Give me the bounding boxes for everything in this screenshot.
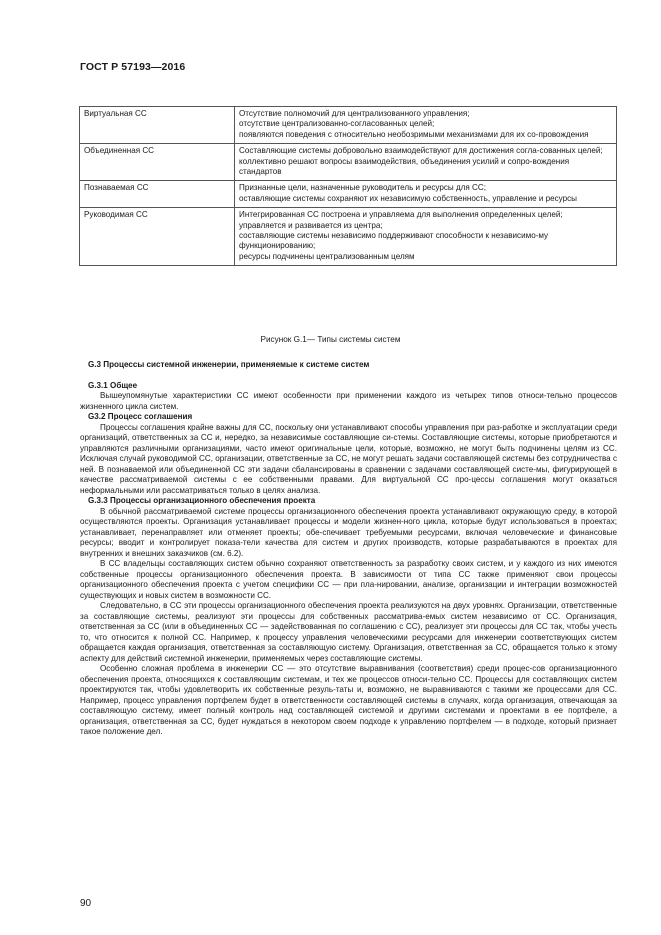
sos-type-description: Интегрированная СС построена и управляема для выполнения определенных целей; управляется и развивается из центра; составляющие системы независимо поддерживают способности к независимо-му функционированию; ресурсы подчинены централизованным целям (235, 208, 617, 266)
sos-type-name: Руководимая СС (80, 208, 235, 266)
subsection-title: G.3.3 Процессы организационного обеспечения проекта (88, 496, 316, 505)
subsection-title: G3.2 Процесс соглашения (88, 412, 193, 421)
paragraph: Следовательно, в СС эти процессы организационного обеспечения проекта реализуются на двух уровнях. Организации, ответственные за составляющие системы, реализуют эти процессы для собственных рассматрива-емых систем независимо от СС. Организация, ответственная за СС (или в объединенных СС — задействованная по соглашению с СС), реализует эти процессы для СС так, чтобы учесть то, что относится к полной СС. Например, к процессу управления человеческими ресурсами для инженерии соответствующих систем обращается каждая организация, ответственная за составляющую систему. Организация, ответственная за СС, обращается только к этому аспекту для действий системной инженерии, применяемых через составляющие системы. (80, 601, 617, 663)
paragraph: В обычной рассматриваемой системе процессы организационного обеспечения проекта устанавливают окружающую среду, в которой осуществляются проекты. Организация устанавливает процессы и модели жизнен-ного цикла, которые будут использоваться в проектах; устанавливает, перенаправляет или отменяет проекты; обе-спечивает требуемыми ресурсами, включая человеческие и финансовые ресурсы; вводит и контролирует показа-тели качества для систем и других производств, которые разрабатываются в проектах для внутренних и внешних заказчиков (см. 6.2). (80, 506, 617, 558)
sos-types-table (79, 106, 617, 266)
sos-type-description: Признанные цели, назначенные руководитель и ресурсы для СС; оставляющие системы сохраняют их независимую собственность, управление и ресурсы (235, 181, 617, 208)
table-body (80, 107, 617, 266)
subsection-title: G.3.1 Общее (88, 380, 138, 390)
sos-type-description: Составляющие системы добровольно взаимодействуют для достижения согла-сованных целей; коллективно решают вопросы взаимодействия, объединения усилий и сопро-вождения стандартов (235, 144, 617, 181)
figure-caption: Рисунок G.1— Типы системы систем (260, 335, 401, 344)
standard-header: ГОСТ Р 57193—2016 (80, 61, 186, 73)
subsections (80, 381, 617, 738)
paragraph: В СС владельцы составляющих систем обычно сохраняют ответственность за разработку своих систем, и у каждого из них имеются собственные процессы организационного обеспечения проекта. В зависимости от типа СС также применяют свои процессы организационного обеспечения проекта с учетом специфики СС — при пла-нировании, анализе, организации и интеграции возможностей существующих и новых систем в возможности СС. (80, 559, 617, 600)
paragraph: Процессы соглашения крайне важны для СС, поскольку они устанавливают способы управления при раз-работке и эксплуатации среди организаций, ответственных за СС и, нередко, за независимые составляющие си-стемы. Составляющие системы, которые приобретаются и управляются различными организациями, часто имеют оригинальные цели, которые, возможно, не могут быть подчинены целям из СС. Исключая случай руководимой СС, организации, ответственные за СС, не могут решать задачи составляющей системы без сотрудничества с ней. В познаваемой или объединенной СС эти задачи сбалансированы в сравнении с задачами составляющей систе-мы, фигурирующей в качестве рассматриваемой системы с ее собственными правами. Для виртуальной СС про-цессы соглашения могут оказаться неформальными или рассматриваться только в целях анализа. (80, 422, 617, 495)
sos-type-name: Познаваемая СС (80, 181, 235, 208)
table-row (80, 144, 617, 181)
sos-type-name: Виртуальная СС (80, 107, 235, 144)
section-title: G.3 Процессы системной инженерии, применяемые к системе систем (88, 360, 370, 369)
table-row (80, 208, 617, 266)
paragraph: Вышеупомянутые характеристики СС имеют особенности при применении каждого из четырех типов относи-тельно процессов жизненного цикла систем. (80, 391, 617, 411)
page-number: 90 (80, 898, 92, 909)
document-body (80, 360, 617, 738)
table-row (80, 107, 617, 144)
sos-type-name: Объединенная СС (80, 144, 235, 181)
paragraph: Особенно сложная проблема в инженерии СС — это отсутствие выравнивания (соответствия) среди процес-сов организационного обеспечения проекта, относящихся к составляющим системам, и тех же процессов относи-тельно СС. Процессы для составляющих систем проектируются так, чтобы удовлетворить их собственные резуль-таты и, возможно, не выравниваются с такими же процессами для СС. Например, процесс управления портфелем будет в ответственности составляющей системы в случаях, когда организация, отвечающая за составляющую систему, имеет полный контроль над составляющей системой и другими системами и проектами в ее портфеле, а организация, ответственная за СС, будет нуждаться в некотором своем подходе к управлению портфелем — в подходе, который признает такое положение дел. (80, 664, 617, 736)
sos-type-description: Отсутствие полномочий для централизованного управления; отсутствие централизованно-согласованных целей; появляются поведения с относительно необозримыми механизмами для их со-провождения (235, 107, 617, 144)
table-row (80, 181, 617, 208)
